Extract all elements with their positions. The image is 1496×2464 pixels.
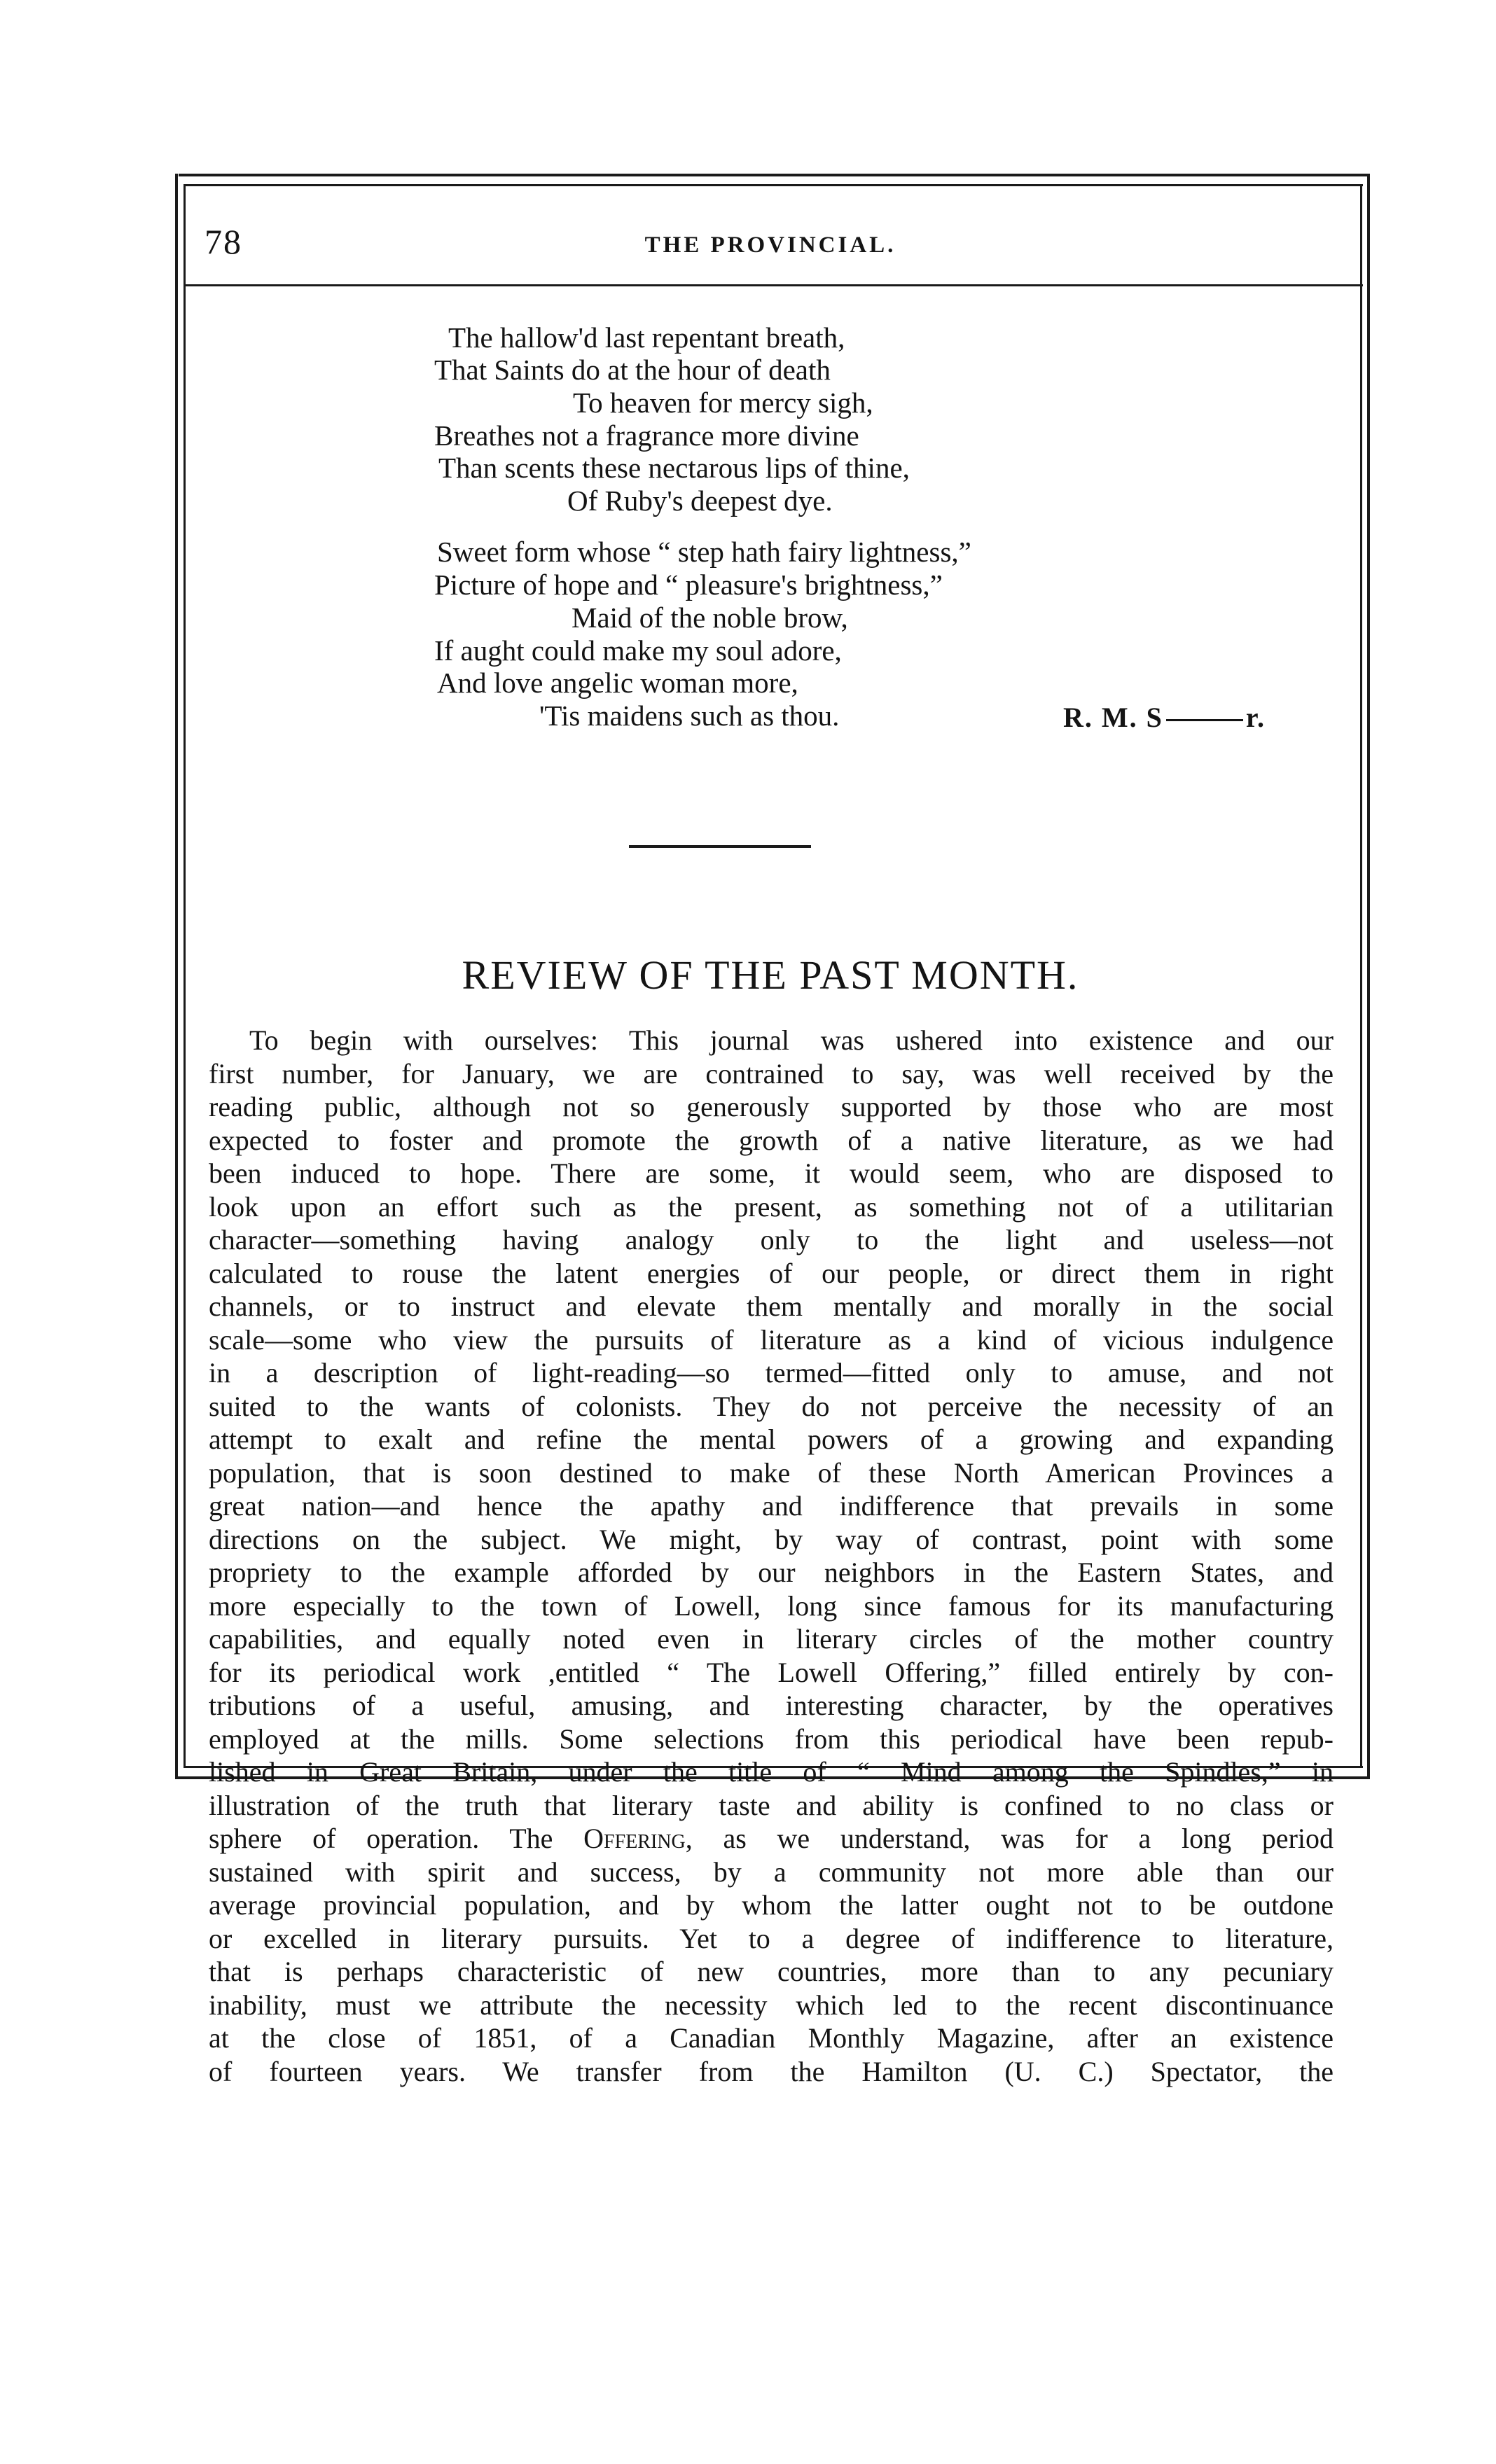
poem-line: That Saints do at the hour of death <box>434 354 831 386</box>
paragraph-line: or excelled in literary pursuits. Yet to a degree of indifference to literature, <box>209 1922 1334 1954</box>
signature-initials: R. M. S <box>1063 702 1163 733</box>
running-title: THE PROVINCIAL. <box>644 232 896 258</box>
top-border-outer <box>179 174 1368 176</box>
paragraph-line: To begin with ourselves: This journal was ushered into existence and our <box>249 1024 1334 1056</box>
header-rule <box>183 284 1363 286</box>
paragraph-line: suited to the wants of colonists. They do not perceive the necessity of an <box>209 1390 1334 1422</box>
top-border-inner <box>183 184 1363 186</box>
paragraph-line: employed at the mills. Some selections from this periodical have been repub- <box>209 1722 1334 1755</box>
poem-line: Maid of the noble brow, <box>572 601 848 634</box>
poem-line: If aught could make my soul adore, <box>434 634 842 667</box>
poem-line: And love angelic woman more, <box>437 667 798 699</box>
right-border-inner <box>1360 184 1362 1768</box>
poem-signature <box>1063 700 1266 735</box>
left-border-inner <box>183 184 186 1768</box>
poem-line: The hallow'd last repentant breath, <box>448 321 845 354</box>
paragraph-line: in a description of light-reading—so termed—fitted only to amuse, and not <box>209 1357 1334 1388</box>
left-border-outer <box>175 174 178 1779</box>
paragraph-line: propriety to the example afforded by our neighbors in the Eastern States, and <box>209 1557 1334 1588</box>
signature-dash <box>1166 719 1243 721</box>
poem-line: Of Ruby's deepest dye. <box>567 485 833 517</box>
section-divider <box>629 845 811 848</box>
paragraph-line: great nation—and hence the apathy and indifference that prevails in some <box>209 1490 1334 1522</box>
paragraph-line: population, that is soon destined to make of these North American Provinces a <box>209 1456 1334 1489</box>
paragraph-line: illustration of the truth that literary taste and ability is confined to no class or <box>209 1789 1334 1821</box>
poem-line: Than scents these nectarous lips of thine, <box>438 452 910 484</box>
paragraph-line: of fourteen years. We transfer from the Hamilton (U. C.) Spectator, the <box>209 2055 1334 2087</box>
paragraph-line: scale—some who view the pursuits of literature as a kind of vicious indulgence <box>209 1323 1334 1356</box>
review-title: REVIEW OF THE PAST MONTH. <box>462 952 1079 998</box>
paragraph-line: capabilities, and equally noted even in literary circles of the mother country <box>209 1623 1334 1655</box>
poem-line: Picture of hope and “ pleasure's brightness,” <box>434 569 943 601</box>
right-border-outer <box>1367 174 1370 1779</box>
paragraph-line: sustained with spirit and success, by a community not more able than our <box>209 1856 1334 1888</box>
paragraph-line: directions on the subject. We might, by way of contrast, point with some <box>209 1523 1334 1555</box>
poem-line: Breathes not a fragrance more divine <box>434 419 859 452</box>
paragraph-line: been induced to hope. There are some, it would seem, who are disposed to <box>209 1157 1334 1189</box>
paragraph-line: calculated to rouse the latent energies of our people, or direct them in right <box>209 1257 1334 1289</box>
paragraph-line: that is perhaps characteristic of new countries, more than to any pecuniary <box>209 1956 1334 1987</box>
signature-end: r. <box>1245 702 1266 733</box>
paragraph-line: tributions of a useful, amusing, and interesting character, by the operatives <box>209 1690 1334 1721</box>
poem-line: To heaven for mercy sigh, <box>573 387 873 419</box>
paragraph-line: inability, must we attribute the necessity which led to the recent discontinuance <box>209 1989 1334 2021</box>
paragraph-line: look upon an effort such as the present, as something not of a utilitarian <box>209 1190 1334 1223</box>
paragraph-line: character—something having analogy only to the light and useless—not <box>209 1224 1334 1255</box>
paragraph-line: reading public, although not so generously supported by those who are most <box>209 1091 1334 1122</box>
poem-line: 'Tis maidens such as thou. <box>539 699 840 732</box>
paragraph-line: more especially to the town of Lowell, long since famous for its manufacturing <box>209 1589 1334 1622</box>
paragraph-line: sphere of operation. The Offering, as we understand, was for a long period <box>209 1823 1334 1854</box>
paragraph-line: lished in Great Britain, under the title of “ Mind among the Spindles,” in <box>209 1756 1334 1788</box>
paragraph-line: at the close of 1851, of a Canadian Monthly Magazine, after an existence <box>209 2022 1334 2054</box>
paragraph-line: average provincial population, and by whom the latter ought not to be outdone <box>209 1889 1334 1921</box>
paragraph-line: attempt to exalt and refine the mental powers of a growing and expanding <box>209 1424 1334 1455</box>
paragraph-line: for its periodical work ,entitled “ The Lowell Offering,” filled entirely by con- <box>209 1656 1334 1688</box>
page-number: 78 <box>205 222 242 261</box>
paragraph-line: expected to foster and promote the growth of a native literature, as we had <box>209 1124 1334 1156</box>
review-body <box>209 1024 1334 2088</box>
paragraph-line: first number, for January, we are contrained to say, was well received by the <box>209 1057 1334 1090</box>
poem-line: Sweet form whose “ step hath fairy lightness,” <box>437 536 971 568</box>
paragraph-line: channels, or to instruct and elevate them mentally and morally in the social <box>209 1290 1334 1322</box>
